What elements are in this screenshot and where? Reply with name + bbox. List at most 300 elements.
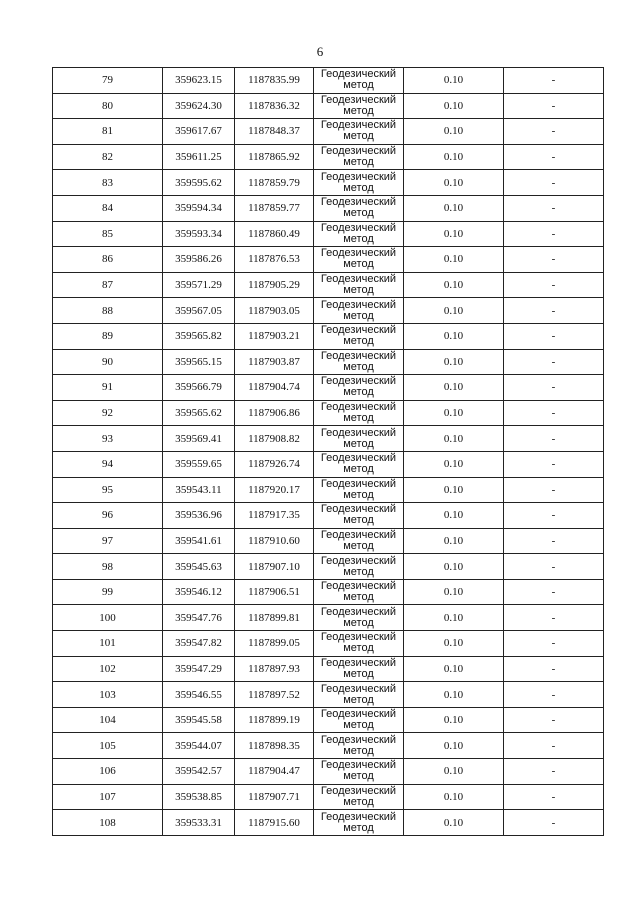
- table-row: [53, 195, 604, 221]
- note-cell: [504, 93, 604, 119]
- x-coordinate-text: 359547.29: [175, 662, 222, 675]
- y-coordinate-cell: [235, 272, 314, 298]
- accuracy-cell: [404, 759, 504, 785]
- accuracy-text: 0.10: [443, 227, 464, 240]
- x-coordinate-text: 359565.82: [175, 330, 222, 343]
- accuracy-cell: [404, 605, 504, 631]
- y-coordinate-cell: [235, 375, 314, 401]
- accuracy-cell: [404, 707, 504, 733]
- point-number-cell: [53, 144, 163, 170]
- y-coordinate-text: 1187859.77: [248, 202, 300, 215]
- x-coordinate-text: 359569.41: [175, 432, 222, 445]
- note-text: -: [551, 253, 556, 266]
- note-cell: [504, 426, 604, 452]
- table-row: [53, 605, 604, 631]
- y-coordinate-cell: [235, 93, 314, 119]
- note-cell: [504, 733, 604, 759]
- note-cell: [504, 349, 604, 375]
- y-coordinate-cell: [235, 759, 314, 785]
- method-text: Геодезический метод: [320, 247, 397, 271]
- method-cell: [314, 93, 404, 119]
- accuracy-cell: [404, 656, 504, 682]
- x-coordinate-cell: [163, 656, 235, 682]
- y-coordinate-text: 1187917.35: [248, 509, 300, 522]
- method-cell: [314, 247, 404, 273]
- accuracy-cell: [404, 682, 504, 708]
- method-cell: [314, 579, 404, 605]
- note-cell: [504, 375, 604, 401]
- table-row: [53, 323, 604, 349]
- x-coordinate-text: 359624.30: [175, 99, 222, 112]
- method-text: Геодезический метод: [320, 528, 397, 552]
- x-coordinate-cell: [163, 349, 235, 375]
- method-text: Геодезический метод: [320, 477, 397, 501]
- x-coordinate-cell: [163, 631, 235, 657]
- method-text: Геодезический метод: [320, 503, 397, 527]
- accuracy-text: 0.10: [443, 432, 464, 445]
- method-text: Геодезический метод: [320, 196, 397, 220]
- accuracy-text: 0.10: [443, 816, 464, 829]
- point-number-cell: [53, 68, 163, 94]
- accuracy-text: 0.10: [443, 304, 464, 317]
- note-text: -: [551, 560, 556, 573]
- accuracy-cell: [404, 810, 504, 836]
- point-number-text: 103: [99, 688, 116, 701]
- x-coordinate-cell: [163, 195, 235, 221]
- point-number-text: 98: [102, 560, 113, 573]
- method-cell: [314, 195, 404, 221]
- method-text: Геодезический метод: [320, 656, 397, 680]
- method-cell: [314, 170, 404, 196]
- point-number-cell: [53, 349, 163, 375]
- x-coordinate-cell: [163, 170, 235, 196]
- accuracy-text: 0.10: [443, 509, 464, 522]
- point-number-cell: [53, 503, 163, 529]
- point-number-text: 87: [102, 279, 113, 292]
- table-row: [53, 656, 604, 682]
- y-coordinate-text: 1187897.93: [248, 662, 300, 675]
- note-text: -: [551, 432, 556, 445]
- method-cell: [314, 144, 404, 170]
- point-number-cell: [53, 477, 163, 503]
- y-coordinate-text: 1187836.32: [248, 99, 300, 112]
- y-coordinate-cell: [235, 605, 314, 631]
- note-text: -: [551, 611, 556, 624]
- x-coordinate-cell: [163, 375, 235, 401]
- point-number-cell: [53, 221, 163, 247]
- y-coordinate-cell: [235, 579, 314, 605]
- x-coordinate-cell: [163, 426, 235, 452]
- y-coordinate-cell: [235, 733, 314, 759]
- method-text: Геодезический метод: [320, 273, 397, 297]
- note-text: -: [551, 125, 556, 138]
- method-text: Геодезический метод: [320, 426, 397, 450]
- method-cell: [314, 503, 404, 529]
- table-row: [53, 759, 604, 785]
- note-text: -: [551, 714, 556, 727]
- x-coordinate-cell: [163, 144, 235, 170]
- point-number-text: 106: [99, 765, 116, 778]
- accuracy-text: 0.10: [443, 279, 464, 292]
- table-row: [53, 707, 604, 733]
- note-cell: [504, 298, 604, 324]
- point-number-cell: [53, 528, 163, 554]
- x-coordinate-text: 359542.57: [175, 765, 222, 778]
- point-number-cell: [53, 810, 163, 836]
- accuracy-text: 0.10: [443, 688, 464, 701]
- accuracy-cell: [404, 195, 504, 221]
- accuracy-text: 0.10: [443, 534, 464, 547]
- y-coordinate-cell: [235, 682, 314, 708]
- note-text: -: [551, 304, 556, 317]
- accuracy-text: 0.10: [443, 637, 464, 650]
- method-text: Геодезический метод: [320, 605, 397, 629]
- table-row: [53, 400, 604, 426]
- method-text: Геодезический метод: [320, 631, 397, 655]
- accuracy-text: 0.10: [443, 407, 464, 420]
- x-coordinate-cell: [163, 554, 235, 580]
- note-cell: [504, 221, 604, 247]
- point-number-cell: [53, 631, 163, 657]
- x-coordinate-cell: [163, 451, 235, 477]
- note-text: -: [551, 202, 556, 215]
- note-text: -: [551, 458, 556, 471]
- x-coordinate-text: 359544.07: [175, 739, 222, 752]
- point-number-text: 95: [102, 483, 113, 496]
- point-number-text: 97: [102, 534, 113, 547]
- method-cell: [314, 477, 404, 503]
- x-coordinate-text: 359536.96: [175, 509, 222, 522]
- x-coordinate-cell: [163, 528, 235, 554]
- method-text: Геодезический метод: [320, 145, 397, 169]
- table-row: [53, 477, 604, 503]
- note-text: -: [551, 637, 556, 650]
- coordinates-table: [52, 67, 604, 836]
- x-coordinate-cell: [163, 503, 235, 529]
- table-row: [53, 93, 604, 119]
- point-number-cell: [53, 93, 163, 119]
- accuracy-cell: [404, 400, 504, 426]
- note-text: -: [551, 279, 556, 292]
- y-coordinate-text: 1187899.19: [248, 714, 300, 727]
- note-cell: [504, 272, 604, 298]
- y-coordinate-cell: [235, 298, 314, 324]
- point-number-cell: [53, 298, 163, 324]
- x-coordinate-text: 359541.61: [175, 534, 222, 547]
- point-number-text: 100: [99, 611, 116, 624]
- point-number-cell: [53, 451, 163, 477]
- note-cell: [504, 170, 604, 196]
- method-cell: [314, 682, 404, 708]
- method-text: Геодезический метод: [320, 68, 397, 92]
- y-coordinate-cell: [235, 528, 314, 554]
- x-coordinate-text: 359623.15: [175, 74, 222, 87]
- table-row: [53, 349, 604, 375]
- note-cell: [504, 68, 604, 94]
- method-cell: [314, 528, 404, 554]
- note-text: -: [551, 816, 556, 829]
- point-number-text: 89: [102, 330, 113, 343]
- x-coordinate-text: 359594.34: [175, 202, 222, 215]
- accuracy-text: 0.10: [443, 381, 464, 394]
- note-text: -: [551, 99, 556, 112]
- note-text: -: [551, 688, 556, 701]
- x-coordinate-text: 359565.15: [175, 355, 222, 368]
- y-coordinate-cell: [235, 400, 314, 426]
- accuracy-cell: [404, 477, 504, 503]
- x-coordinate-cell: [163, 759, 235, 785]
- x-coordinate-text: 359538.85: [175, 790, 222, 803]
- note-cell: [504, 784, 604, 810]
- x-coordinate-cell: [163, 298, 235, 324]
- point-number-cell: [53, 375, 163, 401]
- x-coordinate-text: 359565.62: [175, 407, 222, 420]
- note-cell: [504, 707, 604, 733]
- method-text: Геодезический метод: [320, 324, 397, 348]
- method-cell: [314, 119, 404, 145]
- note-text: -: [551, 534, 556, 547]
- method-cell: [314, 605, 404, 631]
- method-cell: [314, 554, 404, 580]
- y-coordinate-cell: [235, 119, 314, 145]
- x-coordinate-text: 359571.29: [175, 279, 222, 292]
- accuracy-cell: [404, 144, 504, 170]
- x-coordinate-cell: [163, 605, 235, 631]
- point-number-text: 105: [99, 739, 116, 752]
- y-coordinate-text: 1187859.79: [248, 176, 300, 189]
- note-cell: [504, 451, 604, 477]
- point-number-cell: [53, 733, 163, 759]
- method-text: Геодезический метод: [320, 119, 397, 143]
- point-number-text: 88: [102, 304, 113, 317]
- method-text: Геодезический метод: [320, 810, 397, 834]
- x-coordinate-text: 359547.82: [175, 637, 222, 650]
- y-coordinate-cell: [235, 451, 314, 477]
- y-coordinate-text: 1187898.35: [248, 739, 300, 752]
- point-number-cell: [53, 682, 163, 708]
- method-text: Геодезический метод: [320, 784, 397, 808]
- accuracy-text: 0.10: [443, 765, 464, 778]
- point-number-cell: [53, 579, 163, 605]
- point-number-text: 102: [99, 662, 116, 675]
- y-coordinate-text: 1187865.92: [248, 151, 300, 164]
- x-coordinate-text: 359559.65: [175, 458, 222, 471]
- note-text: -: [551, 509, 556, 522]
- x-coordinate-text: 359611.25: [175, 151, 222, 164]
- x-coordinate-cell: [163, 400, 235, 426]
- note-cell: [504, 682, 604, 708]
- note-cell: [504, 144, 604, 170]
- y-coordinate-cell: [235, 707, 314, 733]
- point-number-cell: [53, 656, 163, 682]
- table-row: [53, 503, 604, 529]
- y-coordinate-cell: [235, 503, 314, 529]
- y-coordinate-cell: [235, 68, 314, 94]
- method-text: Геодезический метод: [320, 298, 397, 322]
- x-coordinate-cell: [163, 579, 235, 605]
- point-number-text: 84: [102, 202, 113, 215]
- accuracy-cell: [404, 375, 504, 401]
- method-text: Геодезический метод: [320, 349, 397, 373]
- y-coordinate-cell: [235, 247, 314, 273]
- x-coordinate-text: 359545.58: [175, 714, 222, 727]
- point-number-text: 96: [102, 509, 113, 522]
- y-coordinate-text: 1187920.17: [248, 483, 300, 496]
- method-cell: [314, 400, 404, 426]
- table-row: [53, 298, 604, 324]
- x-coordinate-cell: [163, 221, 235, 247]
- table-row: [53, 682, 604, 708]
- method-text: Геодезический метод: [320, 580, 397, 604]
- note-text: -: [551, 176, 556, 189]
- point-number-text: 93: [102, 432, 113, 445]
- x-coordinate-text: 359567.05: [175, 304, 222, 317]
- method-cell: [314, 656, 404, 682]
- accuracy-text: 0.10: [443, 611, 464, 624]
- accuracy-cell: [404, 579, 504, 605]
- accuracy-cell: [404, 528, 504, 554]
- table-row: [53, 784, 604, 810]
- accuracy-cell: [404, 451, 504, 477]
- note-text: -: [551, 355, 556, 368]
- method-text: Геодезический метод: [320, 221, 397, 245]
- point-number-cell: [53, 170, 163, 196]
- accuracy-cell: [404, 221, 504, 247]
- y-coordinate-text: 1187926.74: [248, 458, 300, 471]
- method-text: Геодезический метод: [320, 401, 397, 425]
- method-text: Геодезический метод: [320, 452, 397, 476]
- x-coordinate-cell: [163, 272, 235, 298]
- point-number-cell: [53, 707, 163, 733]
- point-number-cell: [53, 605, 163, 631]
- accuracy-text: 0.10: [443, 458, 464, 471]
- accuracy-text: 0.10: [443, 662, 464, 675]
- note-text: -: [551, 227, 556, 240]
- point-number-cell: [53, 247, 163, 273]
- table-row: [53, 375, 604, 401]
- table-row: [53, 170, 604, 196]
- coordinates-table-body: [53, 68, 604, 836]
- method-text: Геодезический метод: [320, 682, 397, 706]
- accuracy-text: 0.10: [443, 714, 464, 727]
- method-cell: [314, 221, 404, 247]
- table-row: [53, 119, 604, 145]
- note-text: -: [551, 662, 556, 675]
- note-cell: [504, 119, 604, 145]
- method-cell: [314, 631, 404, 657]
- table-row: [53, 579, 604, 605]
- method-text: Геодезический метод: [320, 733, 397, 757]
- x-coordinate-cell: [163, 682, 235, 708]
- accuracy-cell: [404, 93, 504, 119]
- y-coordinate-cell: [235, 656, 314, 682]
- y-coordinate-text: 1187915.60: [248, 816, 300, 829]
- table-row: [53, 733, 604, 759]
- y-coordinate-text: 1187876.53: [248, 253, 300, 266]
- note-cell: [504, 477, 604, 503]
- x-coordinate-text: 359566.79: [175, 381, 222, 394]
- note-cell: [504, 323, 604, 349]
- note-cell: [504, 579, 604, 605]
- method-cell: [314, 375, 404, 401]
- table-row: [53, 631, 604, 657]
- y-coordinate-text: 1187848.37: [248, 125, 300, 138]
- accuracy-cell: [404, 298, 504, 324]
- accuracy-cell: [404, 68, 504, 94]
- y-coordinate-cell: [235, 170, 314, 196]
- accuracy-cell: [404, 323, 504, 349]
- note-text: -: [551, 790, 556, 803]
- accuracy-cell: [404, 349, 504, 375]
- method-cell: [314, 784, 404, 810]
- table-row: [53, 247, 604, 273]
- x-coordinate-cell: [163, 733, 235, 759]
- x-coordinate-cell: [163, 93, 235, 119]
- note-text: -: [551, 765, 556, 778]
- accuracy-cell: [404, 272, 504, 298]
- method-cell: [314, 810, 404, 836]
- point-number-text: 107: [99, 790, 116, 803]
- accuracy-text: 0.10: [443, 790, 464, 803]
- method-text: Геодезический метод: [320, 170, 397, 194]
- method-text: Геодезический метод: [320, 93, 397, 117]
- point-number-cell: [53, 119, 163, 145]
- point-number-text: 99: [102, 586, 113, 599]
- accuracy-cell: [404, 503, 504, 529]
- method-cell: [314, 349, 404, 375]
- y-coordinate-cell: [235, 426, 314, 452]
- note-text: -: [551, 483, 556, 496]
- accuracy-text: 0.10: [443, 483, 464, 496]
- y-coordinate-cell: [235, 323, 314, 349]
- point-number-cell: [53, 554, 163, 580]
- note-text: -: [551, 739, 556, 752]
- point-number-cell: [53, 400, 163, 426]
- note-cell: [504, 503, 604, 529]
- y-coordinate-cell: [235, 221, 314, 247]
- point-number-text: 82: [102, 151, 113, 164]
- y-coordinate-text: 1187910.60: [248, 534, 300, 547]
- note-text: -: [551, 74, 556, 87]
- point-number-text: 79: [102, 74, 113, 87]
- point-number-cell: [53, 195, 163, 221]
- y-coordinate-text: 1187860.49: [248, 227, 300, 240]
- table-row: [53, 272, 604, 298]
- point-number-cell: [53, 759, 163, 785]
- method-cell: [314, 298, 404, 324]
- accuracy-text: 0.10: [443, 74, 464, 87]
- note-text: -: [551, 586, 556, 599]
- table-row: [53, 144, 604, 170]
- y-coordinate-cell: [235, 195, 314, 221]
- y-coordinate-text: 1187907.10: [248, 560, 300, 573]
- point-number-text: 83: [102, 176, 113, 189]
- y-coordinate-cell: [235, 477, 314, 503]
- y-coordinate-text: 1187835.99: [248, 74, 300, 87]
- method-text: Геодезический метод: [320, 554, 397, 578]
- accuracy-cell: [404, 119, 504, 145]
- accuracy-text: 0.10: [443, 586, 464, 599]
- accuracy-cell: [404, 784, 504, 810]
- accuracy-cell: [404, 426, 504, 452]
- method-cell: [314, 759, 404, 785]
- x-coordinate-text: 359586.26: [175, 253, 222, 266]
- x-coordinate-cell: [163, 323, 235, 349]
- note-text: -: [551, 330, 556, 343]
- point-number-text: 81: [102, 125, 113, 138]
- method-cell: [314, 451, 404, 477]
- accuracy-text: 0.10: [443, 739, 464, 752]
